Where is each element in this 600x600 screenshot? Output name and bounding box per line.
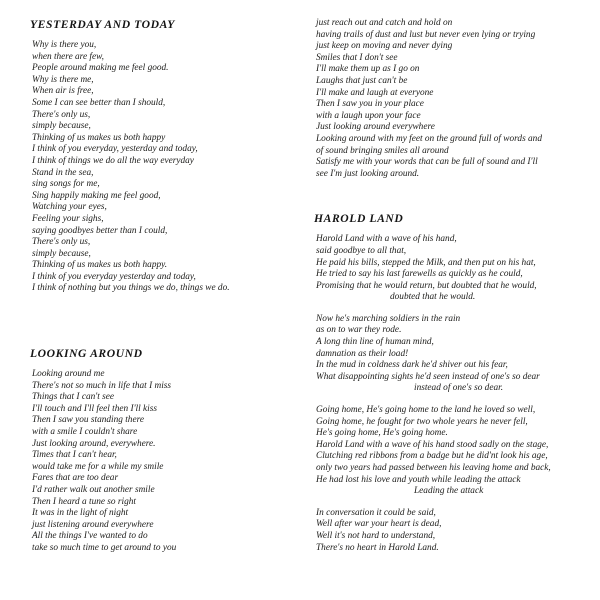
poem-line: having trails of dust and lust but never even lying or trying	[316, 29, 536, 40]
poem-line: simply because,	[32, 248, 91, 259]
poem-line: All the things I've wanted to do	[32, 531, 148, 542]
poem-line: I think of things we do all the way everyday	[32, 155, 194, 166]
poem-line: What disappointing sights he'd seen instead of one's so dear	[316, 371, 540, 382]
right-column	[310, 18, 578, 590]
poem-line: Thinking of us makes us both happy.	[32, 260, 168, 271]
poem-line: as on to war they rode.	[316, 325, 402, 336]
poem-line: Going home, He's going home to the land he loved so well,	[316, 405, 536, 416]
poem-line: said goodbye to all that,	[316, 245, 407, 256]
poem-stanza	[316, 508, 578, 554]
poem-line: Thinking of us makes us both happy	[32, 132, 166, 143]
poem-line: Stand in the sea,	[32, 167, 94, 178]
poem-line: Things that I can't see	[32, 392, 115, 403]
poem-harold-land	[310, 212, 578, 554]
poem-line: Harold Land with a wave of his hand,	[316, 234, 457, 245]
poem-line: I think of nothing but you things we do, things we do.	[32, 283, 230, 294]
poem-stanza	[316, 405, 578, 498]
poem-line: simply because,	[32, 121, 91, 132]
poem-looking-around	[26, 347, 288, 555]
poem-line: instead of one's so dear.	[414, 383, 504, 394]
poem-line: There's not so much in life that I miss	[32, 380, 172, 391]
poem-line: He's going home, He's going home.	[316, 428, 448, 439]
poem-body	[32, 40, 288, 295]
poem-line: only two years had passed between his leaving home and back,	[316, 463, 551, 473]
poem-line: Laughs that just can't be	[316, 75, 408, 86]
poem-line: Promising that he would return, but doubted that he would,	[316, 280, 537, 291]
poem-line: There's no heart in Harold Land.	[316, 542, 439, 553]
poem-stanza	[316, 314, 578, 395]
poem-line: A long thin line of human mind,	[316, 337, 434, 348]
stanza-spacer	[310, 304, 578, 314]
poem-line: just reach out and catch and hold on	[316, 18, 453, 28]
poem-line: Just looking around, everywhere.	[32, 438, 156, 449]
poem-line: I'd rather walk out another smile	[32, 485, 155, 495]
poem-continuation-looking-around	[316, 18, 578, 180]
page-title: YESTERDAY AND TODAY	[30, 18, 175, 31]
poem-line: I think of you everyday yesterday and today,	[32, 271, 196, 282]
poem-yesterday-and-today	[26, 18, 288, 295]
page-title: HAROLD LAND	[314, 212, 404, 226]
poem-line: Smiles that I don't see	[316, 52, 398, 63]
poem-line: When air is free,	[32, 86, 94, 97]
poem-line: Well it's not hard to understand,	[316, 530, 436, 541]
poem-line: I'll touch and I'll feel then I'll kiss	[32, 403, 157, 414]
poem-line: sing songs for me,	[32, 179, 100, 190]
poem-line: Leading the attack	[414, 486, 484, 497]
poem-line: Then I heard a tune so right	[32, 496, 136, 507]
poem-line: Some I can see better than I should,	[32, 97, 166, 108]
poem-line: Feeling your sighs,	[32, 213, 104, 224]
poem-line: Just looking around everywhere	[316, 122, 435, 133]
poem-line: damnation as their load!	[316, 348, 409, 359]
poem-line: would take me for a while my smile	[32, 461, 164, 472]
poem-stanza	[316, 234, 578, 304]
poem-line: Well after war your heart is dead,	[316, 519, 442, 530]
left-column	[26, 18, 288, 590]
poem-line: Clutching red ribbons from a badge but he did'nt look his age,	[316, 451, 548, 462]
poem-line: In the mud in coldness dark he'd shiver out his fear,	[316, 360, 508, 371]
poem-line: He had lost his love and youth while leading the attack	[316, 474, 521, 485]
poem-line: Looking around with my feet on the ground full of words and	[316, 133, 542, 144]
stanza-spacer	[310, 498, 578, 508]
section-spacer	[26, 315, 288, 347]
poem-line: I'll make them up as I go on	[316, 64, 420, 75]
poem-line: take so much time to get around to you	[32, 542, 177, 553]
poem-line: He paid his bills, stepped the Milk, and then put on his hat,	[316, 257, 536, 268]
poem-line: with a laugh upon your face	[316, 110, 421, 121]
poem-line: saying goodbyes better than I could,	[32, 225, 168, 236]
poem-line: Times that I can't hear,	[32, 450, 117, 461]
poem-line: Then I saw you in your place	[316, 99, 424, 110]
poem-line: of sound bringing smiles all around	[316, 145, 449, 156]
poem-line: Then I saw you standing there	[32, 415, 144, 426]
poem-line: Fares that are too dear	[32, 473, 119, 484]
poem-line: just listening around everywhere	[32, 519, 154, 530]
poem-line: just keep on moving and never dying	[316, 41, 453, 52]
stanza-spacer	[310, 395, 578, 405]
poem-line: Going home, he fought for two whole years he never fell,	[316, 416, 528, 427]
poem-line: doubted that he would.	[390, 292, 476, 303]
poem-line: Now he's marching soldiers in the rain	[316, 313, 461, 324]
poem-line: I'll make and laugh at everyone	[316, 87, 434, 98]
poem-line: Sing happily making me feel good,	[32, 190, 161, 201]
poem-line: Watching your eyes,	[32, 202, 107, 213]
poem-line: with a smile I couldn't share	[32, 427, 138, 438]
poem-line: Harold Land with a wave of his hand stood sadly on the stage,	[316, 439, 549, 450]
poem-line: In conversation it could be said,	[316, 507, 436, 518]
poem-line: He tried to say his last farewells as quickly as he could,	[316, 269, 523, 280]
poem-line: Why is there you,	[32, 40, 97, 50]
poem-body	[32, 369, 288, 555]
two-column-layout	[26, 18, 578, 590]
poem-line: People around making me feel good.	[32, 63, 169, 74]
poem-line: There's only us,	[32, 237, 91, 248]
poem-line: It was in the light of night	[32, 508, 129, 519]
poem-line: Looking around me	[32, 369, 105, 380]
poem-line: There's only us,	[32, 109, 91, 120]
poem-line: Why is there me,	[32, 74, 94, 85]
section-spacer	[310, 180, 578, 212]
poem-line: see I'm just looking around.	[316, 168, 420, 179]
poem-line: I think of you everyday, yesterday and today,	[32, 144, 198, 155]
poem-line: Satisfy me with your words that can be full of sound and I'll	[316, 157, 538, 168]
page-title: LOOKING AROUND	[30, 347, 143, 361]
poem-line: when there are few,	[32, 51, 104, 62]
